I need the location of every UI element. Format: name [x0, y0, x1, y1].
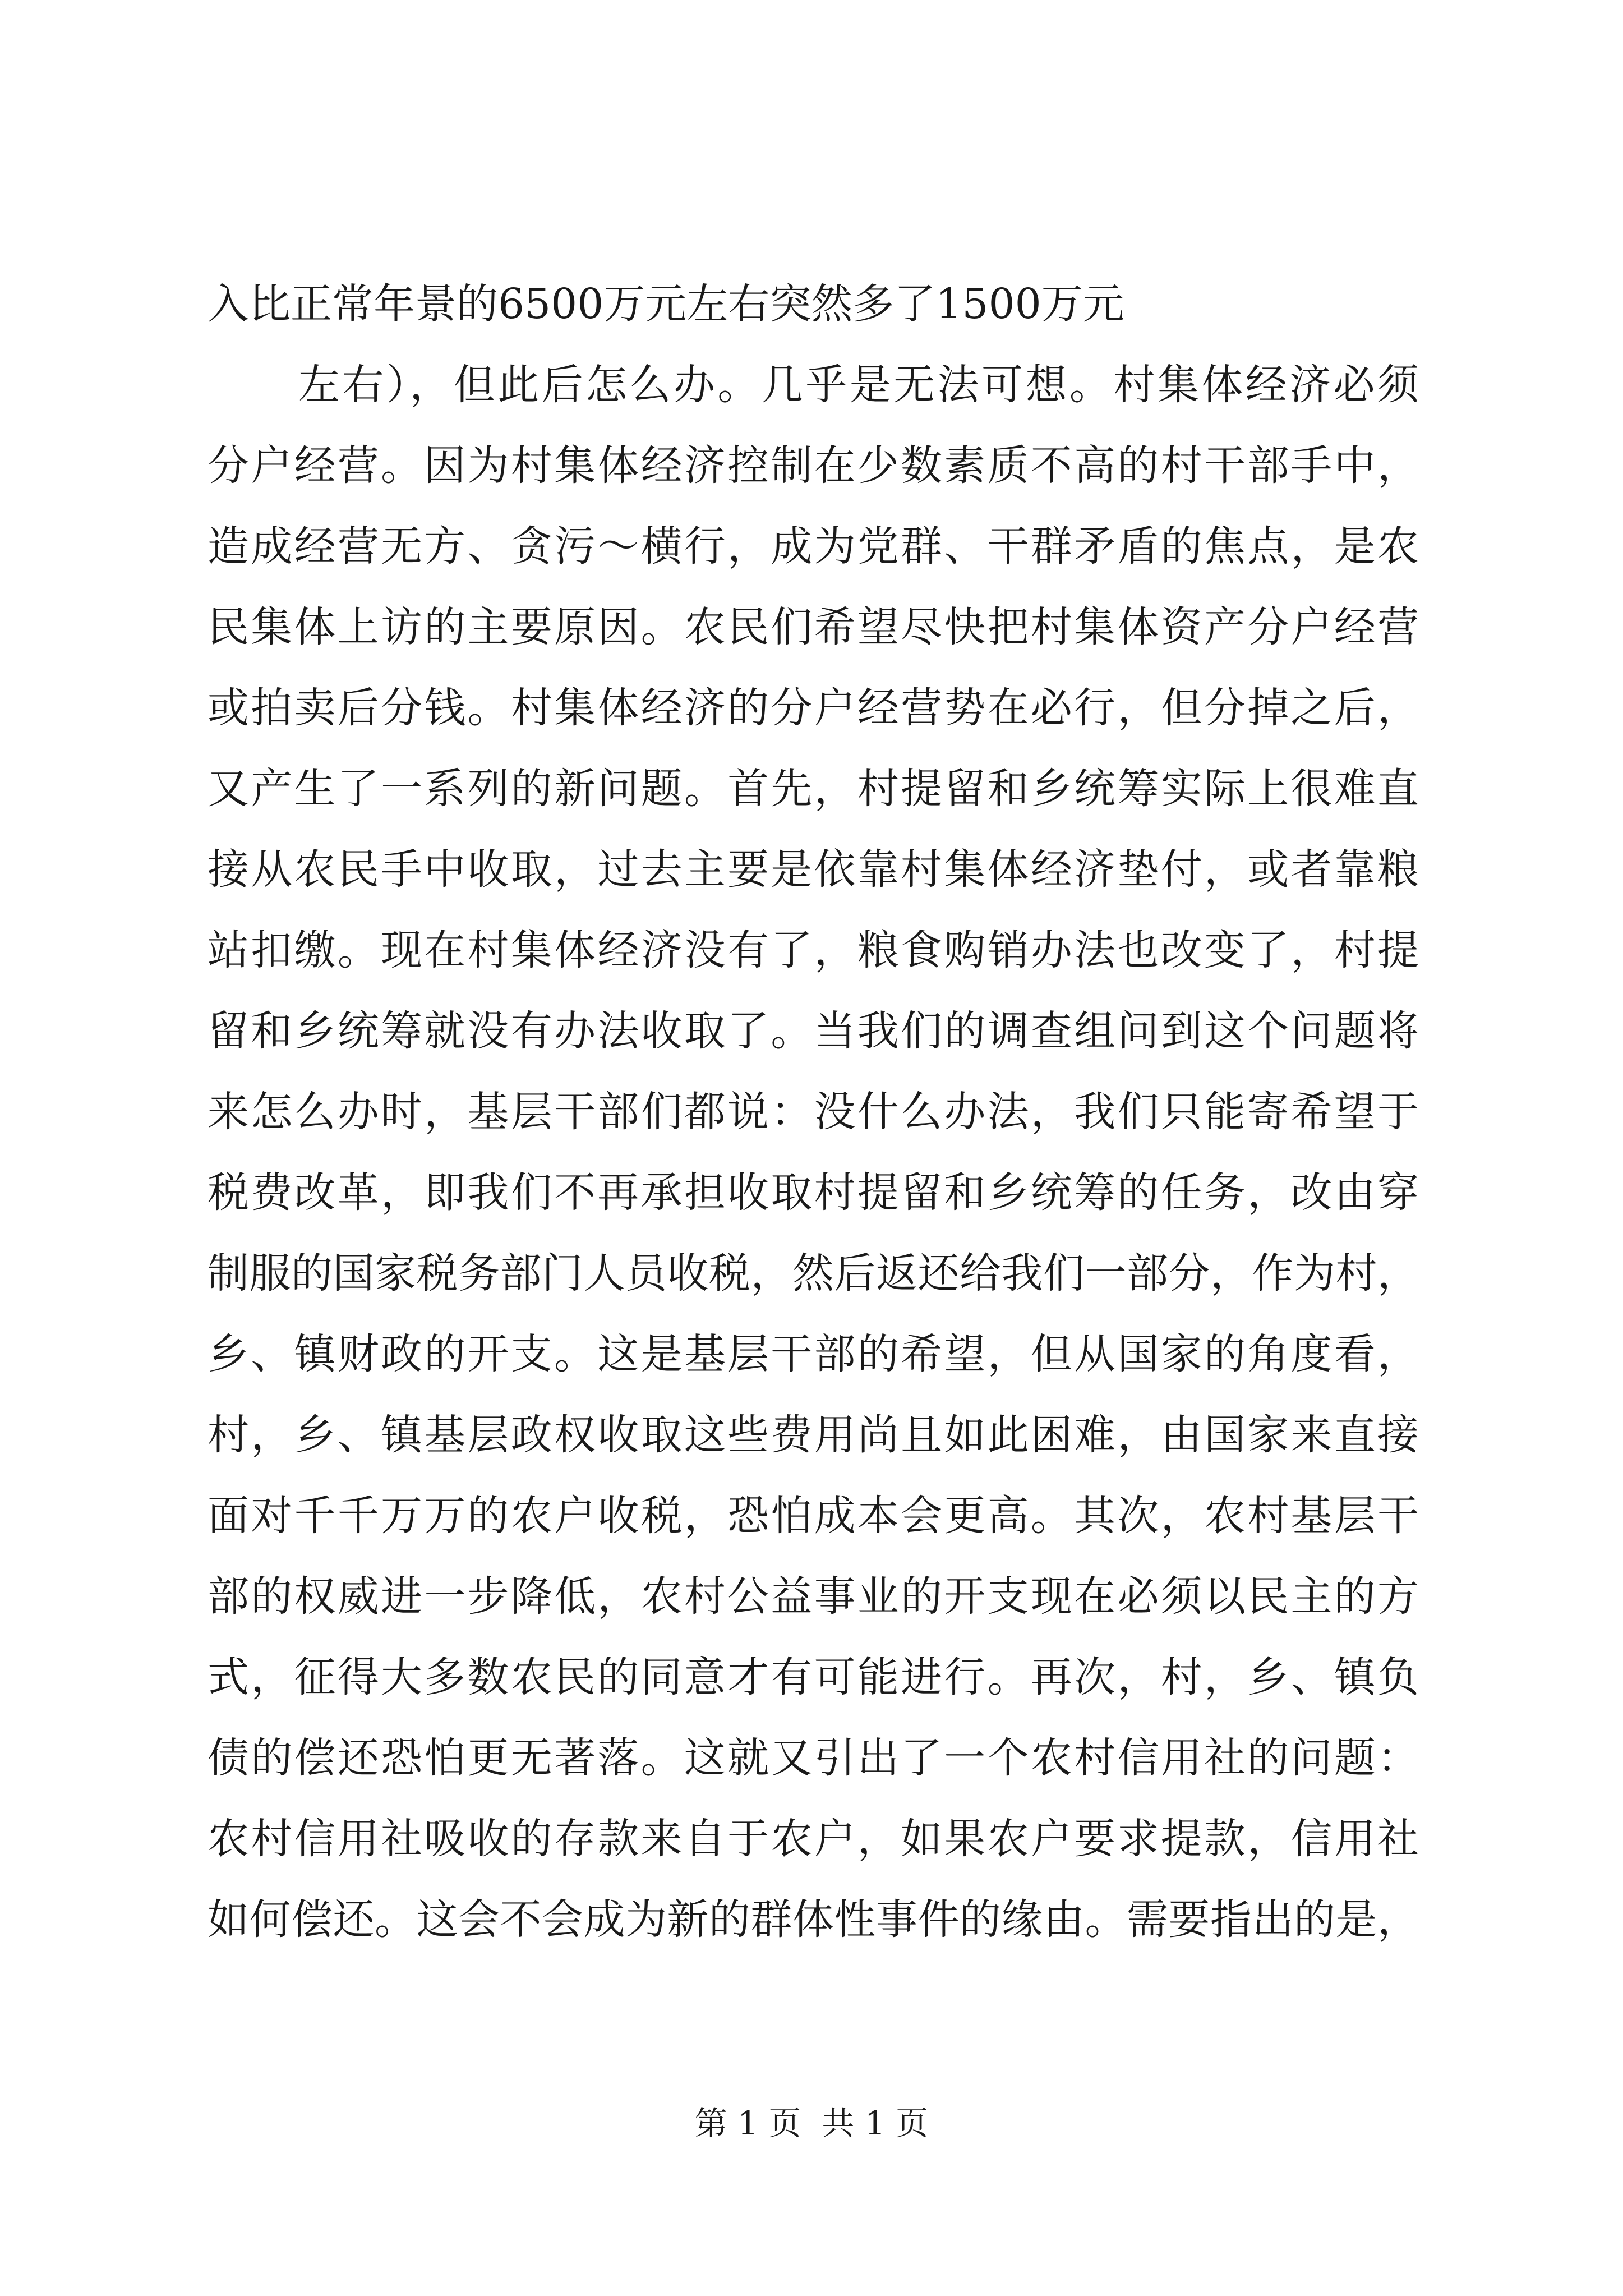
text-line-5: 民集体上访的主要原因。农民们希望尽快把村集体资产分户经营	[208, 603, 1419, 651]
text-line-21: 如何偿还。这会不会成为新的群体性事件的缘由。需要指出的是，	[208, 1895, 1419, 1944]
text-line-6: 或拍卖后分钱。村集体经济的分户经营势在必行，但分掉之后，	[208, 684, 1419, 732]
text-line-8: 接从农民手中收取，过去主要是依靠村集体经济垫付，或者靠粮	[208, 845, 1419, 894]
text-line-12: 税费改革，即我们不再承担收取村提留和乡统筹的任务，改由穿	[208, 1168, 1419, 1217]
text-line-15: 村，乡、镇基层政权收取这些费用尚且如此困难，由国家来直接	[208, 1411, 1419, 1459]
text-line-3: 分户经营。因为村集体经济控制在少数素质不高的村干部手中，	[208, 441, 1419, 490]
text-line-4: 造成经营无方、贪污～横行，成为党群、干群矛盾的焦点，是农	[208, 522, 1419, 570]
text-line-7: 又产生了一系列的新问题。首先，村提留和乡统筹实际上很难直	[208, 765, 1419, 813]
text-line-11: 来怎么办时，基层干部们都说：没什么办法，我们只能寄希望于	[208, 1088, 1419, 1136]
page-number: 第 1 页 共 1 页	[694, 2104, 929, 2142]
text-line-13: 制服的国家税务部门人员收税，然后返还给我们一部分，作为村，	[208, 1249, 1419, 1297]
text-line-1: 入比正常年景的6500万元左右突然多了1500万元	[208, 280, 1124, 328]
text-line-2: 左右），但此后怎么办。几乎是无法可想。村集体经济必须	[298, 361, 1419, 409]
text-line-17: 部的权威进一步降低，农村公益事业的开支现在必须以民主的方	[208, 1572, 1419, 1621]
text-line-19: 债的偿还恐怕更无著落。这就又引出了一个农村信用社的问题：	[208, 1734, 1419, 1782]
body-text	[208, 264, 1419, 1960]
text-line-10: 留和乡统筹就没有办法收取了。当我们的调查组问到这个问题将	[208, 1007, 1419, 1055]
text-line-18: 式，征得大多数农民的同意才有可能进行。再次，村，乡、镇负	[208, 1653, 1419, 1701]
text-line-14: 乡、镇财政的开支。这是基层干部的希望，但从国家的角度看，	[208, 1330, 1419, 1378]
text-line-20: 农村信用社吸收的存款来自于农户，如果农户要求提款，信用社	[208, 1815, 1419, 1863]
page-footer	[0, 2101, 1623, 2146]
text-line-9: 站扣缴。现在村集体经济没有了，粮食购销办法也改变了，村提	[208, 926, 1419, 974]
text-line-16: 面对千千万万的农户收税，恐怕成本会更高。其次，农村基层干	[208, 1492, 1419, 1540]
